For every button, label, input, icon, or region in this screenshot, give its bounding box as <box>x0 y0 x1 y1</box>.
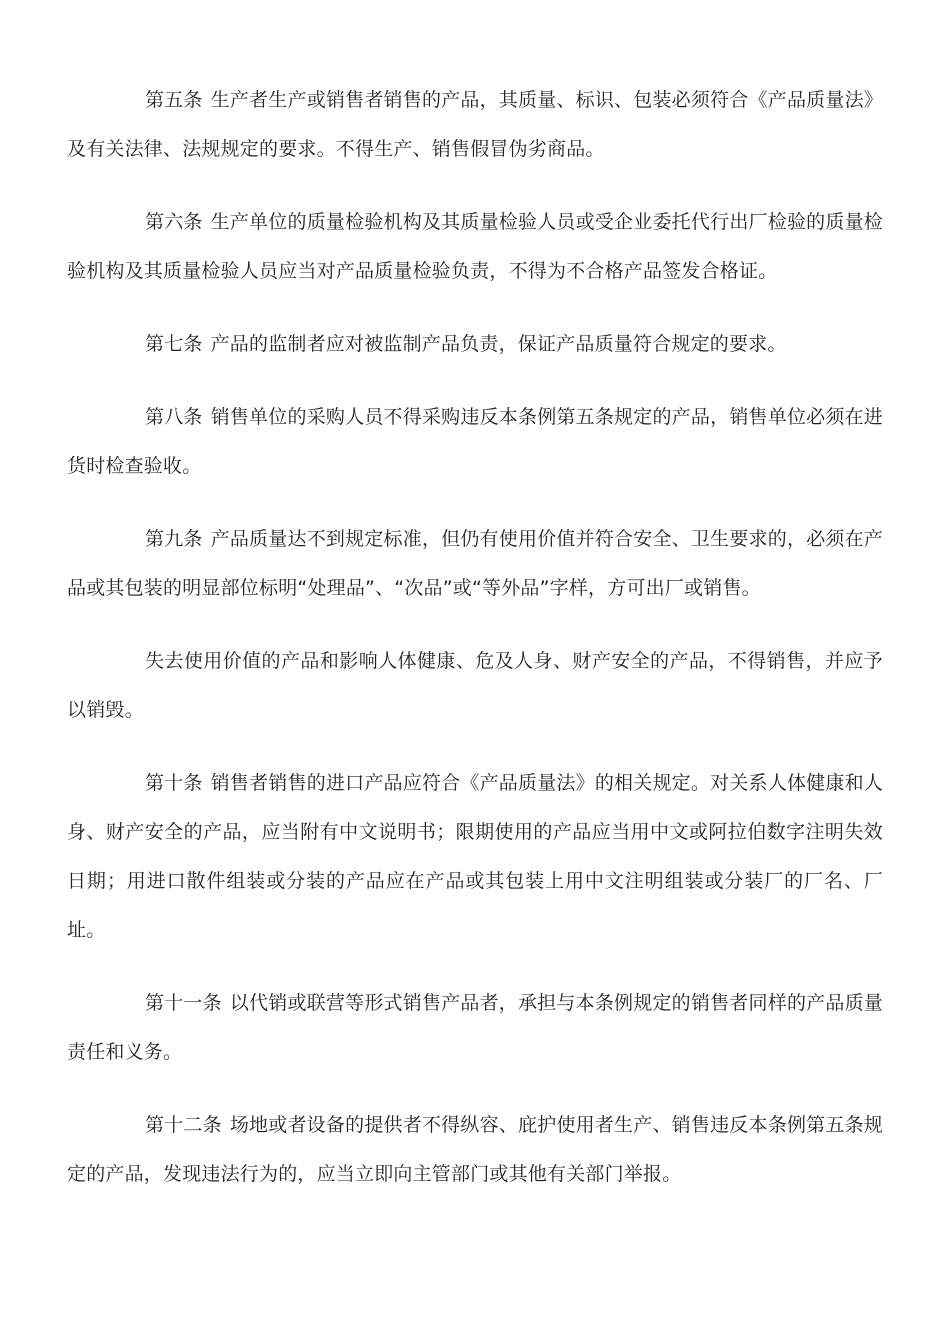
article-number: 第九条 <box>145 528 203 550</box>
article-text: 以代销或联营等形式销售产品者，承担与本条例规定的销售者同样的产品质量责任和义务。 <box>67 992 883 1063</box>
article-number: 第八条 <box>145 406 203 428</box>
article-paragraph <box>67 393 883 491</box>
article-paragraph <box>67 515 883 613</box>
article-number: 第十一条 <box>145 992 222 1014</box>
article-number: 第六条 <box>145 211 203 233</box>
article-paragraph <box>67 759 883 955</box>
article-paragraph <box>67 1101 883 1199</box>
article-paragraph <box>67 320 883 369</box>
article-number: 第十条 <box>145 772 203 794</box>
article-text: 生产单位的质量检验机构及其质量检验人员或受企业委托代行出厂检验的质量检验机构及其质量检验人员应当对产品质量检验负责，不得为不合格产品签发合格证。 <box>67 211 883 282</box>
article-text: 产品质量达不到规定标准，但仍有使用价值并符合安全、卫生要求的，必须在产品或其包装的明显部位标明“处理品”、“次品”或“等外品”字样，方可出厂或销售。 <box>67 528 883 599</box>
article-text: 场地或者设备的提供者不得纵容、庇护使用者生产、销售违反本条例第五条规定的产品，发现违法行为的，应当立即向主管部门或其他有关部门举报。 <box>67 1114 883 1185</box>
paragraph-text: 失去使用价值的产品和影响人体健康、危及人身、财产安全的产品，不得销售，并应予以销毁。 <box>67 650 883 721</box>
article-number: 第五条 <box>145 89 203 111</box>
article-number: 第七条 <box>145 333 203 355</box>
article-paragraph <box>67 198 883 296</box>
article-text: 产品的监制者应对被监制产品负责，保证产品质量符合规定的要求。 <box>210 333 787 355</box>
document-body <box>67 76 883 1223</box>
article-paragraph <box>67 76 883 174</box>
article-text: 销售者销售的进口产品应符合《产品质量法》的相关规定。对关系人体健康和人身、财产安全的产品，应当附有中文说明书；限期使用的产品应当用中文或阿拉伯数字注明失效日期；用进口散件组装或分装的产品应在产品或其包装上用中文注明组装或分装厂的厂名、厂址。 <box>67 772 883 941</box>
article-paragraph <box>67 979 883 1077</box>
article-number: 第十二条 <box>145 1114 222 1136</box>
article-text: 生产者生产或销售者销售的产品，其质量、标识、包装必须符合《产品质量法》及有关法律、法规规定的要求。不得生产、销售假冒伪劣商品。 <box>67 89 883 160</box>
continuation-paragraph <box>67 637 883 735</box>
article-text: 销售单位的采购人员不得采购违反本条例第五条规定的产品，销售单位必须在进货时检查验收。 <box>67 406 883 477</box>
